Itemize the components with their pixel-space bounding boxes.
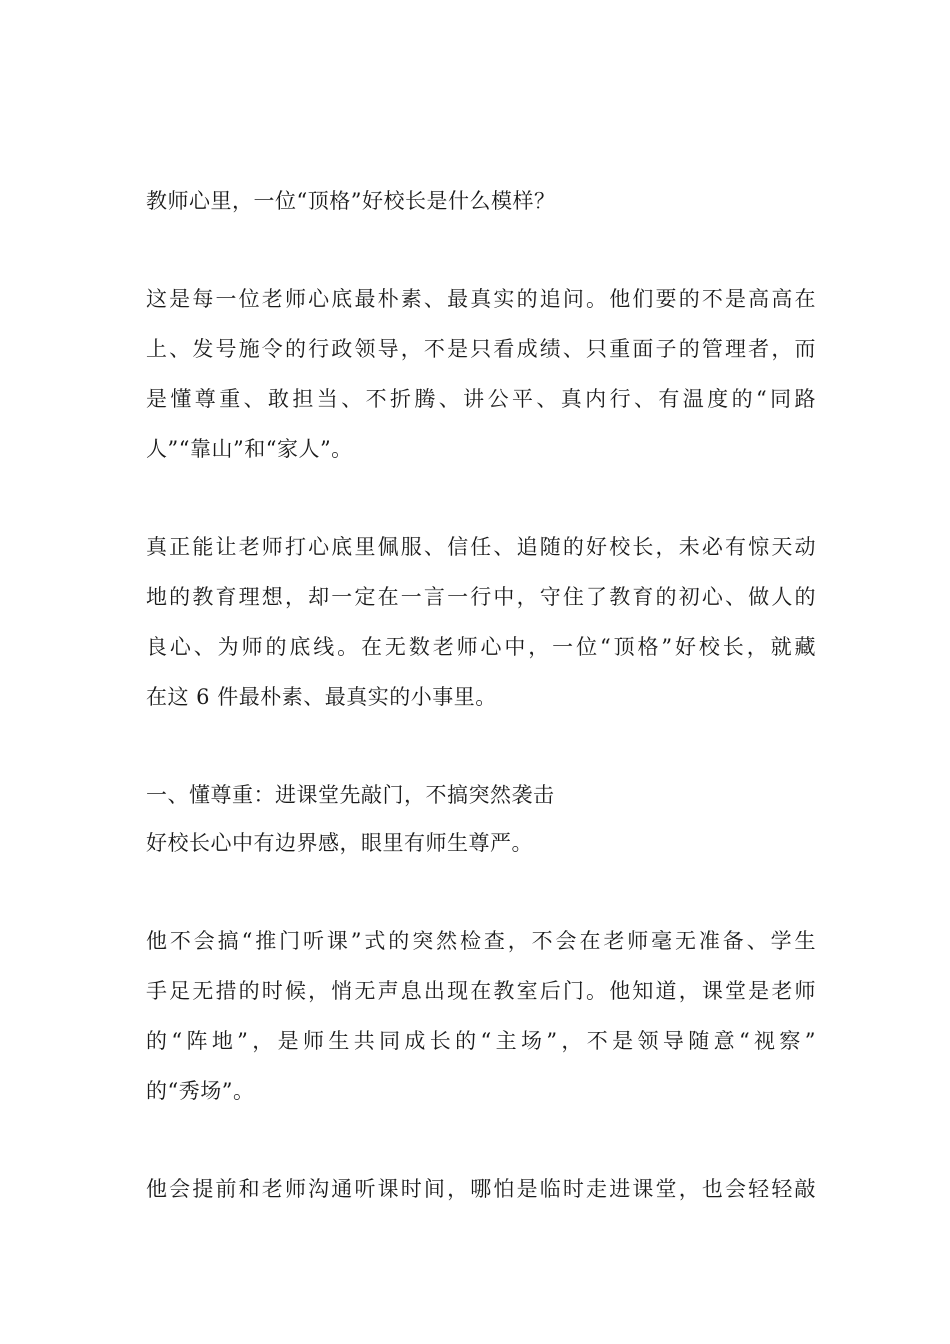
section1-para1-line-1: 他不会搞“推门听课”式的突然检查，不会在老师毫无准备、学生 [146,929,816,953]
intro-line-2: 上、发号施令的行政领导，不是只看成绩、只重面子的管理者，而 [146,337,816,361]
section1-subline: 好校长心中有边界感，眼里有师生尊严。 [146,831,533,855]
summary-line-2: 地的教育理想，却一定在一言一行中，守住了教育的初心、做人的 [146,585,816,609]
summary-line-4: 在这 6 件最朴素、最真实的小事里。 [146,685,497,709]
intro-line-4: 人”“靠山”和“家人”。 [146,437,353,461]
summary-line-1: 真正能让老师打心底里佩服、信任、追随的好校长，未必有惊天动 [146,535,816,559]
section1-para1-line-2: 手足无措的时候，悄无声息出现在教室后门。他知道，课堂是老师 [146,979,816,1003]
summary-line-3: 良心、为师的底线。在无数老师心中，一位“顶格”好校长，就藏 [146,635,816,659]
section1-para1-line-3: 的“阵地”，是师生共同成长的“主场”，不是领导随意“视察” [146,1029,816,1053]
section1-para1-line-4: 的“秀场”。 [146,1079,255,1103]
section1-para2-line-1: 他会提前和老师沟通听课时间，哪怕是临时走进课堂，也会轻轻敲 [146,1177,816,1201]
title-question: 教师心里，一位“顶格”好校长是什么模样？ [146,189,556,213]
intro-line-1: 这是每一位老师心底最朴素、最真实的追问。他们要的不是高高在 [146,287,816,311]
section1-heading: 一、懂尊重：进课堂先敲门，不搞突然袭击 [146,783,555,807]
intro-line-3: 是懂尊重、敢担当、不折腾、讲公平、真内行、有温度的“同路 [146,387,816,411]
